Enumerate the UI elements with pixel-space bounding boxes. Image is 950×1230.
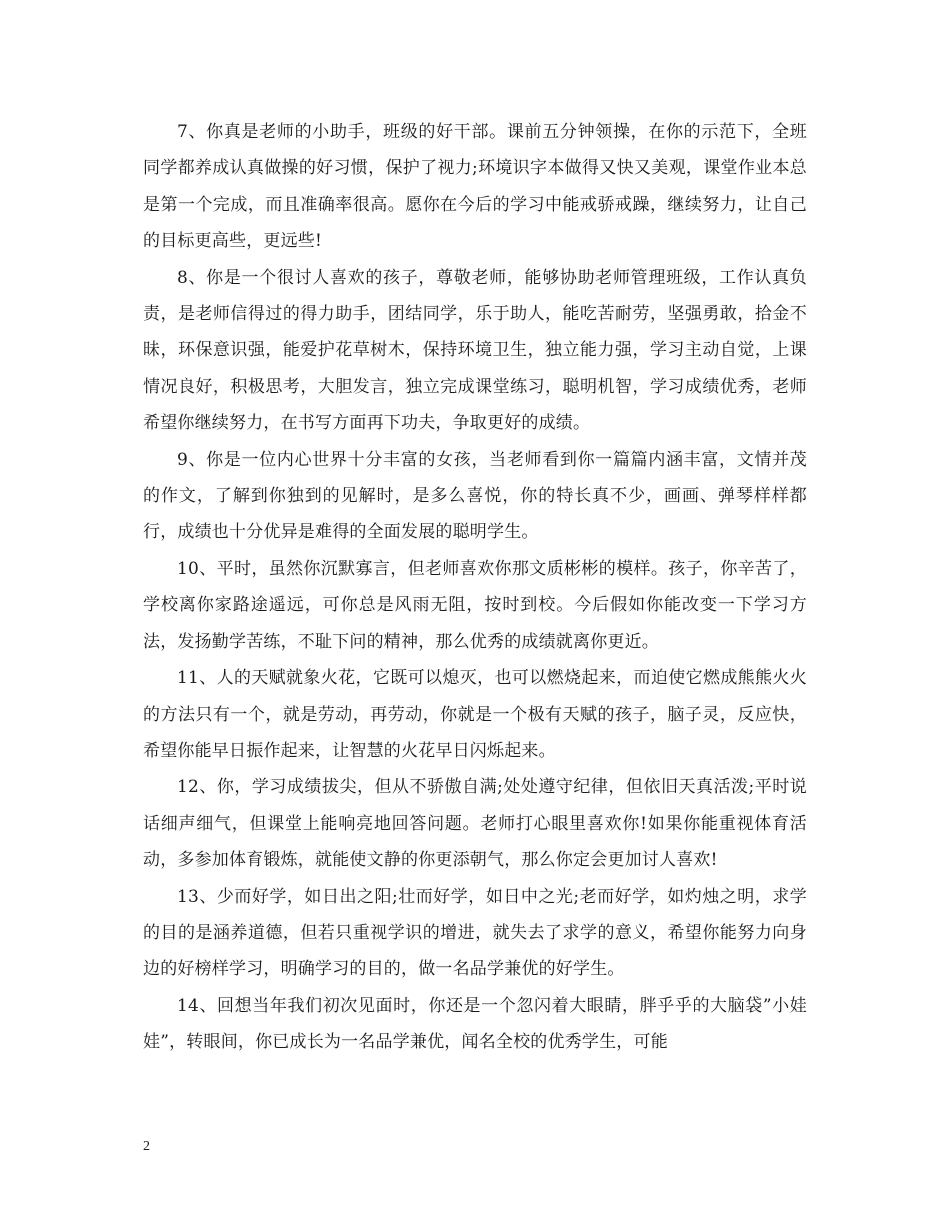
paragraph-11: 11、人的天赋就象火花，它既可以熄灭，也可以燃烧起来，而迫使它燃成熊熊火火的方法只有一个，就是劳动，再劳动，你就是一个极有天赋的孩子，脑子灵，反应快，希望你能早日振作起来，让智慧的火花早日闪烁起来。 <box>143 668 807 761</box>
paragraph-7: 7、你真是老师的小助手，班级的好干部。课前五分钟领操，在你的示范下，全班同学都养成认真做操的好习惯，保护了视力;环境识字本做得又快又美观，课堂作业本总是第一个完成，而且准确率很高。愿你在今后的学习中能戒骄戒躁，继续努力，让自己的目标更高些，更远些! <box>143 122 807 252</box>
paragraph-10: 10、平时，虽然你沉默寡言，但老师喜欢你那文质彬彬的模样。孩子，你辛苦了，学校离你家路途遥远，可你总是风雨无阻，按时到校。今后假如你能改变一下学习方法，发扬勤学苦练，不耻下问的精神，那么优秀的成绩就离你更近。 <box>143 558 807 652</box>
paragraph-9: 9、你是一位内心世界十分丰富的女孩，当老师看到你一篇篇内涵丰富，文情并茂的作文，了解到你独到的见解时，是多么喜悦，你的特长真不少，画画、弹琴样样都行，成绩也十分优异是难得的全面发展的聪明学生。 <box>143 449 807 543</box>
paragraph-8: 8、你是一个很讨人喜欢的孩子，尊敬老师，能够协助老师管理班级，工作认真负责，是老师信得过的得力助手，团结同学，乐于助人，能吃苦耐劳，坚强勇敢，拾金不昧，环保意识强，能爱护花草树木，保持环境卫生，独立能力强，学习主动自觉，上课情况良好，积极思考，大胆发言，独立完成课堂练习，聪明机智，学习成绩优秀，老师希望你继续努力，在书写方面再下功夫，争取更好的成绩。 <box>143 267 807 434</box>
paragraph-12: 12、你，学习成绩拔尖，但从不骄傲自满;处处遵守纪律，但依旧天真活泼;平时说话细声细气，但课堂上能响亮地回答问题。老师打心眼里喜欢你!如果你能重视体育活动，多参加体育锻炼，就能使文静的你更添朝气，那么你定会更加讨人喜欢! <box>143 777 807 871</box>
paragraph-13: 13、少而好学，如日出之阳;壮而好学，如日中之光;老而好学，如灼烛之明，求学的目的是涵养道德，但若只重视学识的增进，就失去了求学的意义，希望你能努力向身边的好榜样学习，明确学习的目的，做一名品学兼优的好学生。 <box>143 886 807 980</box>
paragraph-14: 14、回想当年我们初次见面时，你还是一个忽闪着大眼睛，胖乎乎的大脑袋”小娃娃”，转眼间，你已成长为一名品学兼优，闻名全校的优秀学生，可能 <box>143 995 807 1053</box>
page-number: 2 <box>143 1139 150 1154</box>
document-body <box>143 114 807 1061</box>
